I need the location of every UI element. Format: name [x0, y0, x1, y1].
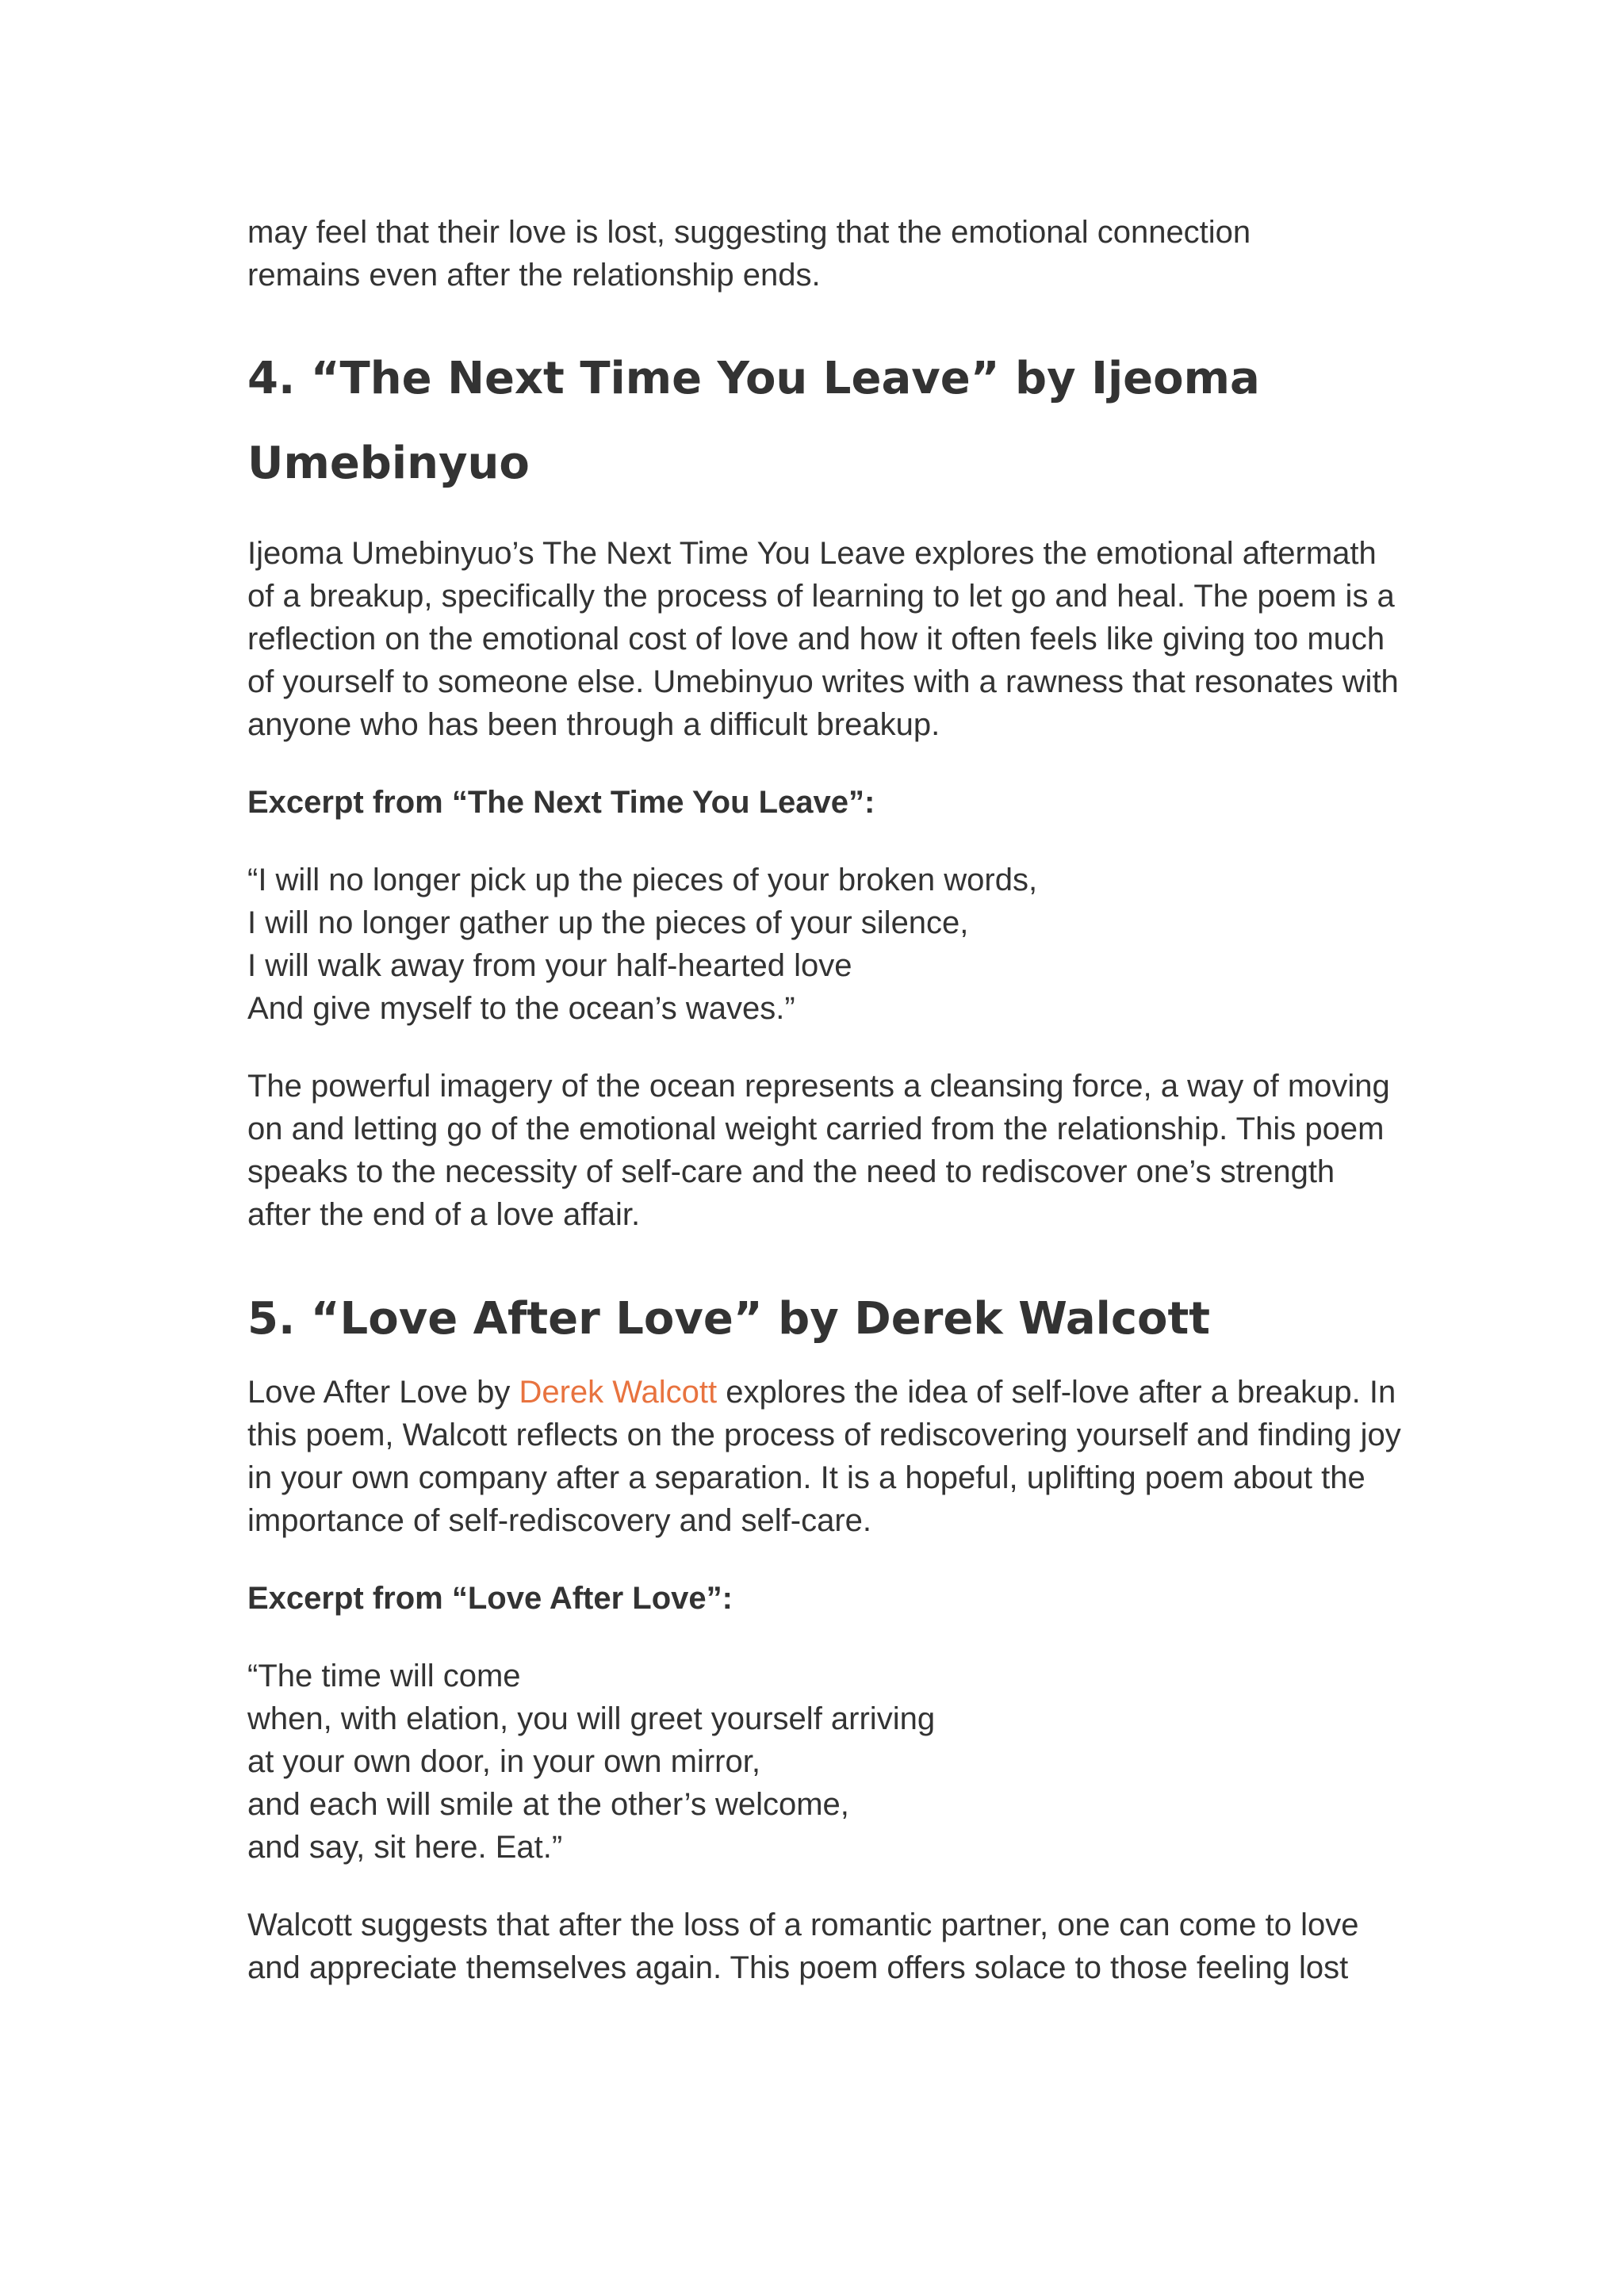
- section-4-paragraph-2: The powerful imagery of the ocean represents a cleansing force, a way of moving on and letting go of the emotional weight carried from the relationship. This poem speaks to the necessity of self-care and the need to rediscover one’s strength after the end of a love affair.: [247, 1069, 1390, 1232]
- section-5-paragraph-1: [247, 1371, 1405, 1542]
- poem-line: And give myself to the ocean’s waves.”: [247, 991, 795, 1026]
- section-4-heading-line-1: 4. “The Next Time You Leave” by Ijeoma: [247, 353, 1260, 404]
- poem-line: I will no longer gather up the pieces of your silence,: [247, 905, 969, 940]
- section-4-excerpt-label: Excerpt from “The Next Time You Leave”:: [247, 785, 875, 820]
- poem-line: “I will no longer pick up the pieces of your broken words,: [247, 863, 1038, 897]
- section-5-paragraph-1-end: explores the idea of self-love after a breakup. In this poem, Walcott reflects on the process of rediscovering yourself and finding joy in your own company after a separation. It is a hopeful, uplifting poem about the importance of self-rediscovery and self-care.: [247, 1375, 1401, 1538]
- section-5-paragraph-2: Walcott suggests that after the loss of a romantic partner, one can come to love and appreciate themselves again. This poem offers solace to those feeling lost: [247, 1908, 1359, 1985]
- section-4-heading: [247, 336, 1278, 506]
- intro-paragraph: may feel that their love is lost, suggesting that the emotional connection remains even after the relationship ends.: [247, 215, 1251, 293]
- article-content: [247, 211, 1405, 1989]
- section-5-paragraph-1-start: Love After Love by: [247, 1375, 519, 1410]
- section-5-excerpt-label: Excerpt from “Love After Love”:: [247, 1581, 733, 1616]
- section-4-poem: [247, 859, 1405, 1030]
- section-5-heading: 5. “Love After Love” by Derek Walcott: [247, 1293, 1211, 1345]
- section-5-poem: [247, 1655, 1405, 1869]
- poem-line: at your own door, in your own mirror,: [247, 1744, 760, 1779]
- poem-line: I will walk away from your half-hearted love: [247, 948, 852, 983]
- poem-line: “The time will come: [247, 1659, 521, 1693]
- section-4-paragraph-1: Ijeoma Umebinyuo’s The Next Time You Leave explores the emotional aftermath of a breakup, specifically the process of learning to let go and heal. The poem is a reflection on the emotional cost of love and how it often feels like giving too much of yourself to someone else. Umebinyuo writes with a rawness that resonates with anyone who has been through a difficult breakup.: [247, 536, 1399, 742]
- derek-walcott-link[interactable]: Derek Walcott: [519, 1375, 718, 1410]
- poem-line: when, with elation, you will greet yourself arriving: [247, 1701, 936, 1736]
- poem-line: and say, sit here. Eat.”: [247, 1830, 563, 1865]
- section-4-heading-line-2: Umebinyuo: [247, 438, 530, 489]
- poem-line: and each will smile at the other’s welcome,: [247, 1787, 849, 1822]
